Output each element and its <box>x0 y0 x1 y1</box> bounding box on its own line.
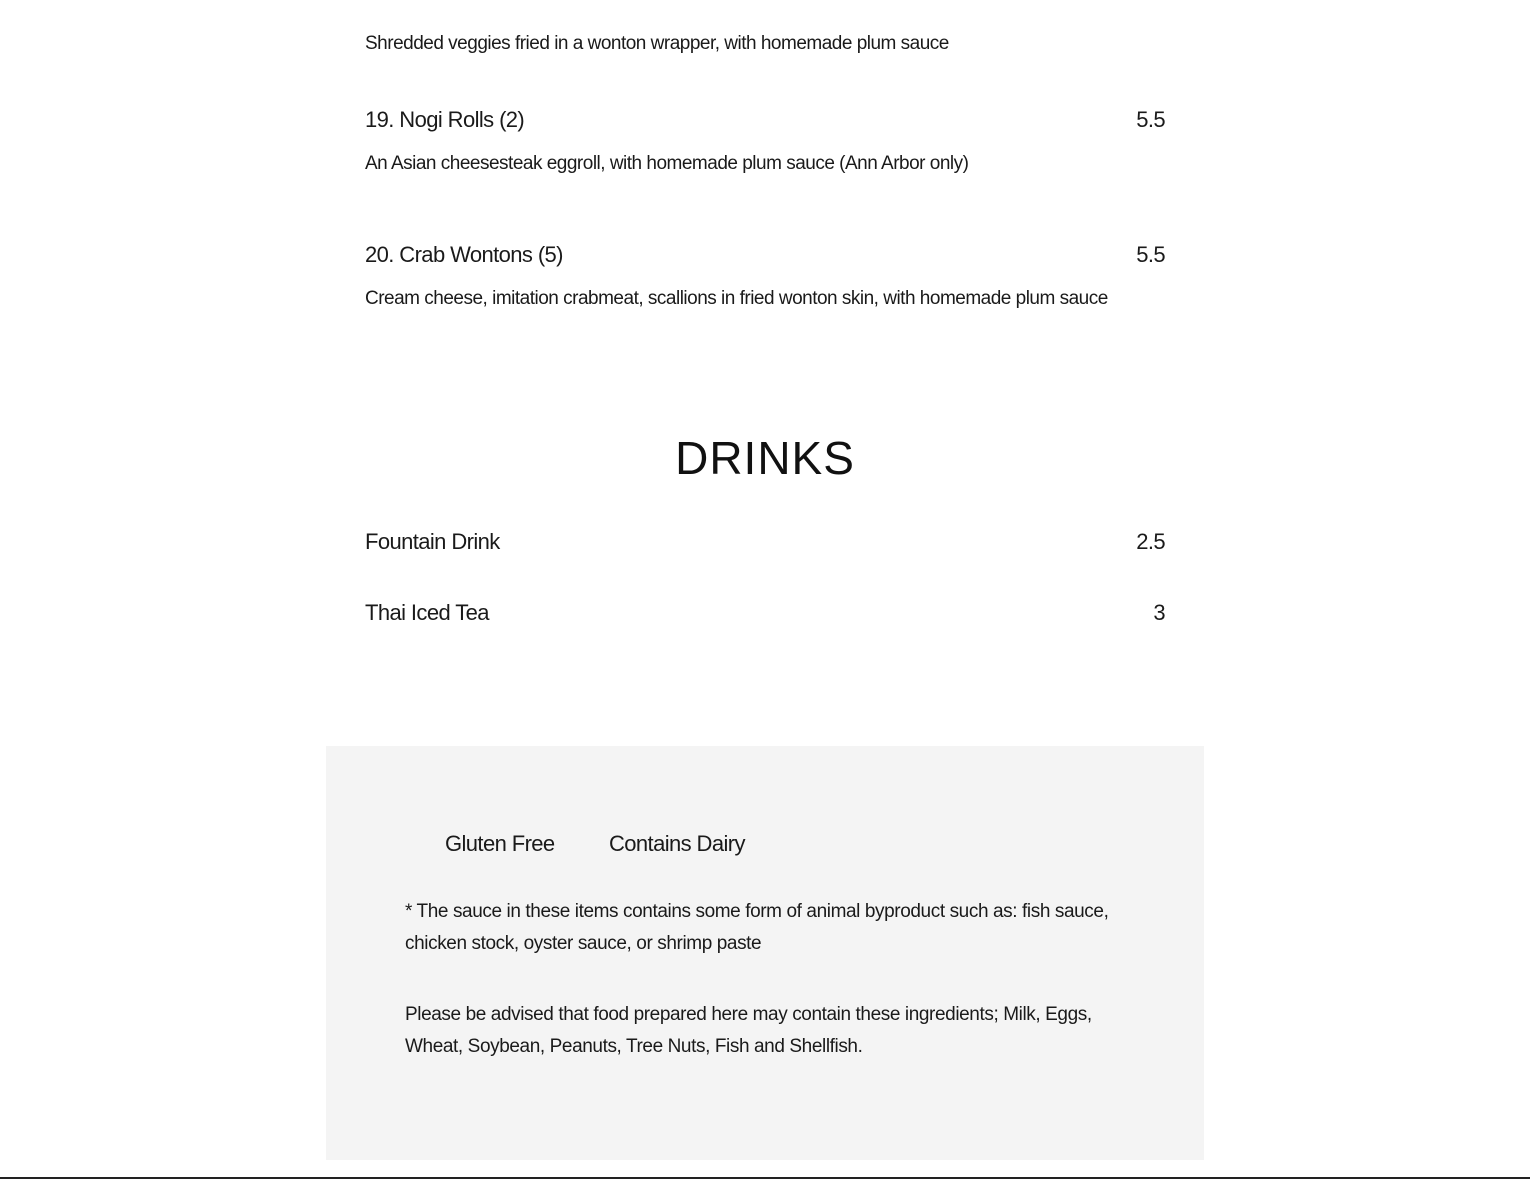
menu-item-price: 5.5 <box>1136 107 1165 132</box>
drink-item <box>365 599 1165 627</box>
drink-item-price: 3 <box>1153 600 1165 625</box>
menu-item-description: Shredded veggies fried in a wonton wrapper, with homemade plum sauce <box>365 33 949 54</box>
drink-item <box>365 528 1165 556</box>
legend-contains-dairy: Contains Dairy <box>609 831 745 856</box>
legend-gluten-free: Gluten Free <box>445 831 555 856</box>
drinks-section-title: DRINKS <box>675 432 855 484</box>
menu-item-name: 19. Nogi Rolls (2) <box>365 107 525 132</box>
drink-item-name: Thai Iced Tea <box>365 600 489 625</box>
allergen-info-box <box>326 746 1204 1160</box>
menu-item-name: 20. Crab Wontons (5) <box>365 242 563 267</box>
drink-item-name: Fountain Drink <box>365 529 500 554</box>
menu-item-price: 5.5 <box>1136 242 1165 267</box>
animal-byproduct-note: * The sauce in these items contains some form of animal byproduct such as: fish sauce, chicken stock, oyster sauce, or shrimp paste <box>405 901 1109 954</box>
drink-item-price: 2.5 <box>1136 529 1165 554</box>
allergen-advisory-note: Please be advised that food prepared here may contain these ingredients; Milk, Eggs, Wheat, Soybean, Peanuts, Tree Nuts, Fish and Shellfish. <box>405 1004 1092 1057</box>
menu-item-description: An Asian cheesesteak eggroll, with homemade plum sauce (Ann Arbor only) <box>365 153 969 174</box>
menu-item-description: Cream cheese, imitation crabmeat, scallions in fried wonton skin, with homemade plum sauce <box>365 288 1108 309</box>
